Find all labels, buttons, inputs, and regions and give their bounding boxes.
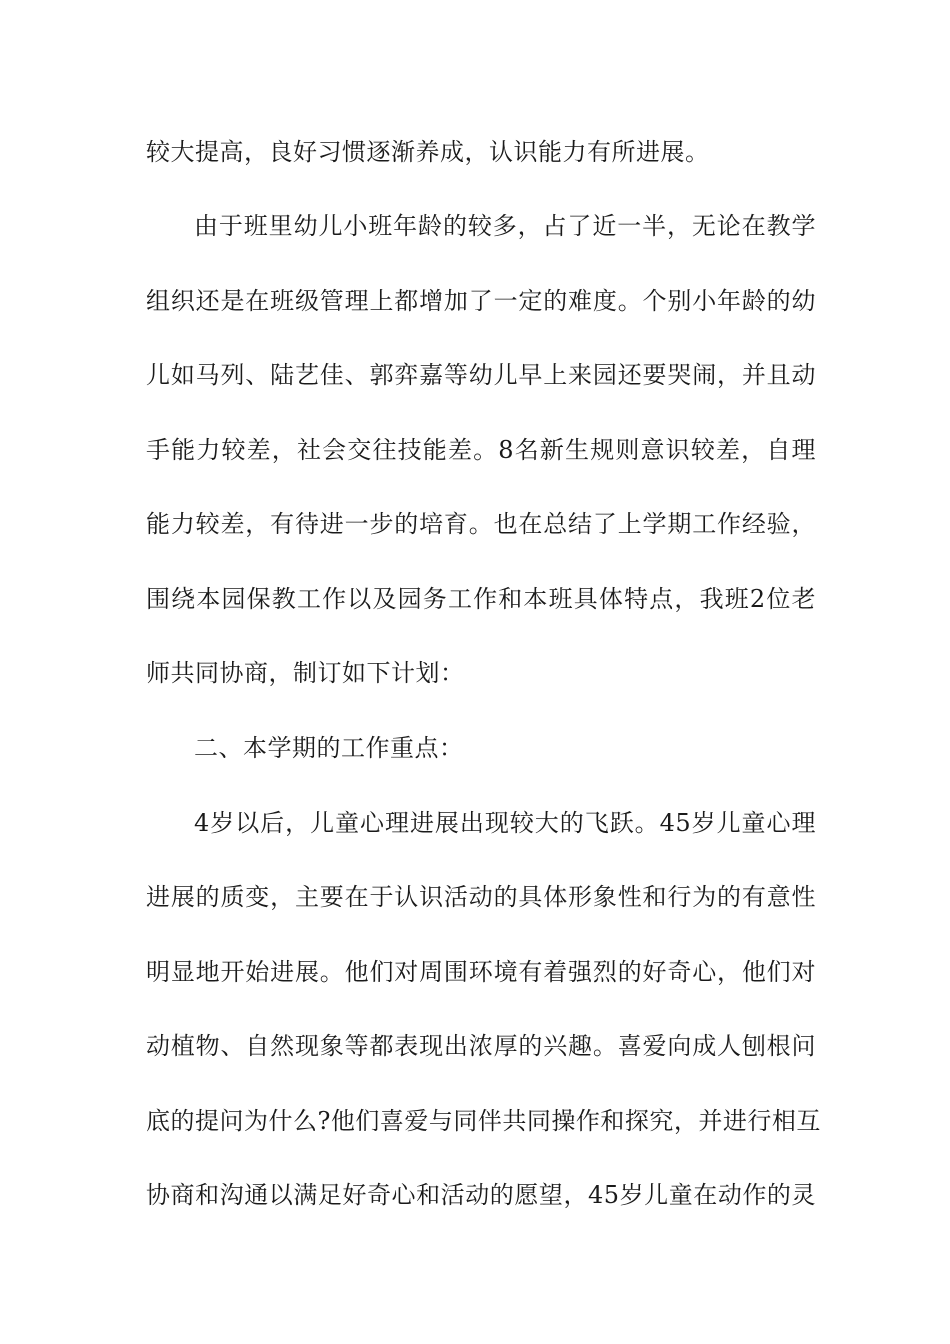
text-line-5: 手能力较差，社会交往技能差。8名新生规则意识较差，自理 (146, 436, 816, 464)
text-line-15: 协商和沟通以满足好奇心和活动的愿望，45岁儿童在动作的灵 (146, 1181, 816, 1209)
text-line-3: 组织还是在班级管理上都增加了一定的难度。个别小年龄的幼 (146, 287, 816, 315)
section-heading: 二、本学期的工作重点： (194, 734, 464, 762)
text-line-11: 进展的质变，主要在于认识活动的具体形象性和行为的有意性 (146, 883, 816, 911)
text-line-1: 较大提高，良好习惯逐渐养成，认识能力有所进展。 (146, 138, 710, 166)
text-line-14: 底的提问为什么?他们喜爱与同伴共同操作和探究，并进行相互 (146, 1107, 821, 1135)
text-line-2: 由于班里幼儿小班年龄的较多，占了近一半，无论在教学 (194, 212, 816, 240)
text-line-7: 围绕本园保教工作以及园务工作和本班具体特点，我班2位老 (146, 585, 816, 613)
text-line-13: 动植物、自然现象等都表现出浓厚的兴趣。喜爱向成人刨根问 (146, 1032, 816, 1060)
text-line-6: 能力较差，有待进一步的培育。也在总结了上学期工作经验， (146, 510, 816, 538)
text-line-10: 4岁以后，儿童心理进展出现较大的飞跃。45岁儿童心理 (194, 809, 816, 837)
text-line-4: 儿如马列、陆艺佳、郭弈嘉等幼儿早上来园还要哭闹，并且动 (146, 361, 816, 389)
text-line-12: 明显地开始进展。他们对周围环境有着强烈的好奇心，他们对 (146, 958, 816, 986)
text-line-8: 师共同协商，制订如下计划： (146, 659, 465, 687)
